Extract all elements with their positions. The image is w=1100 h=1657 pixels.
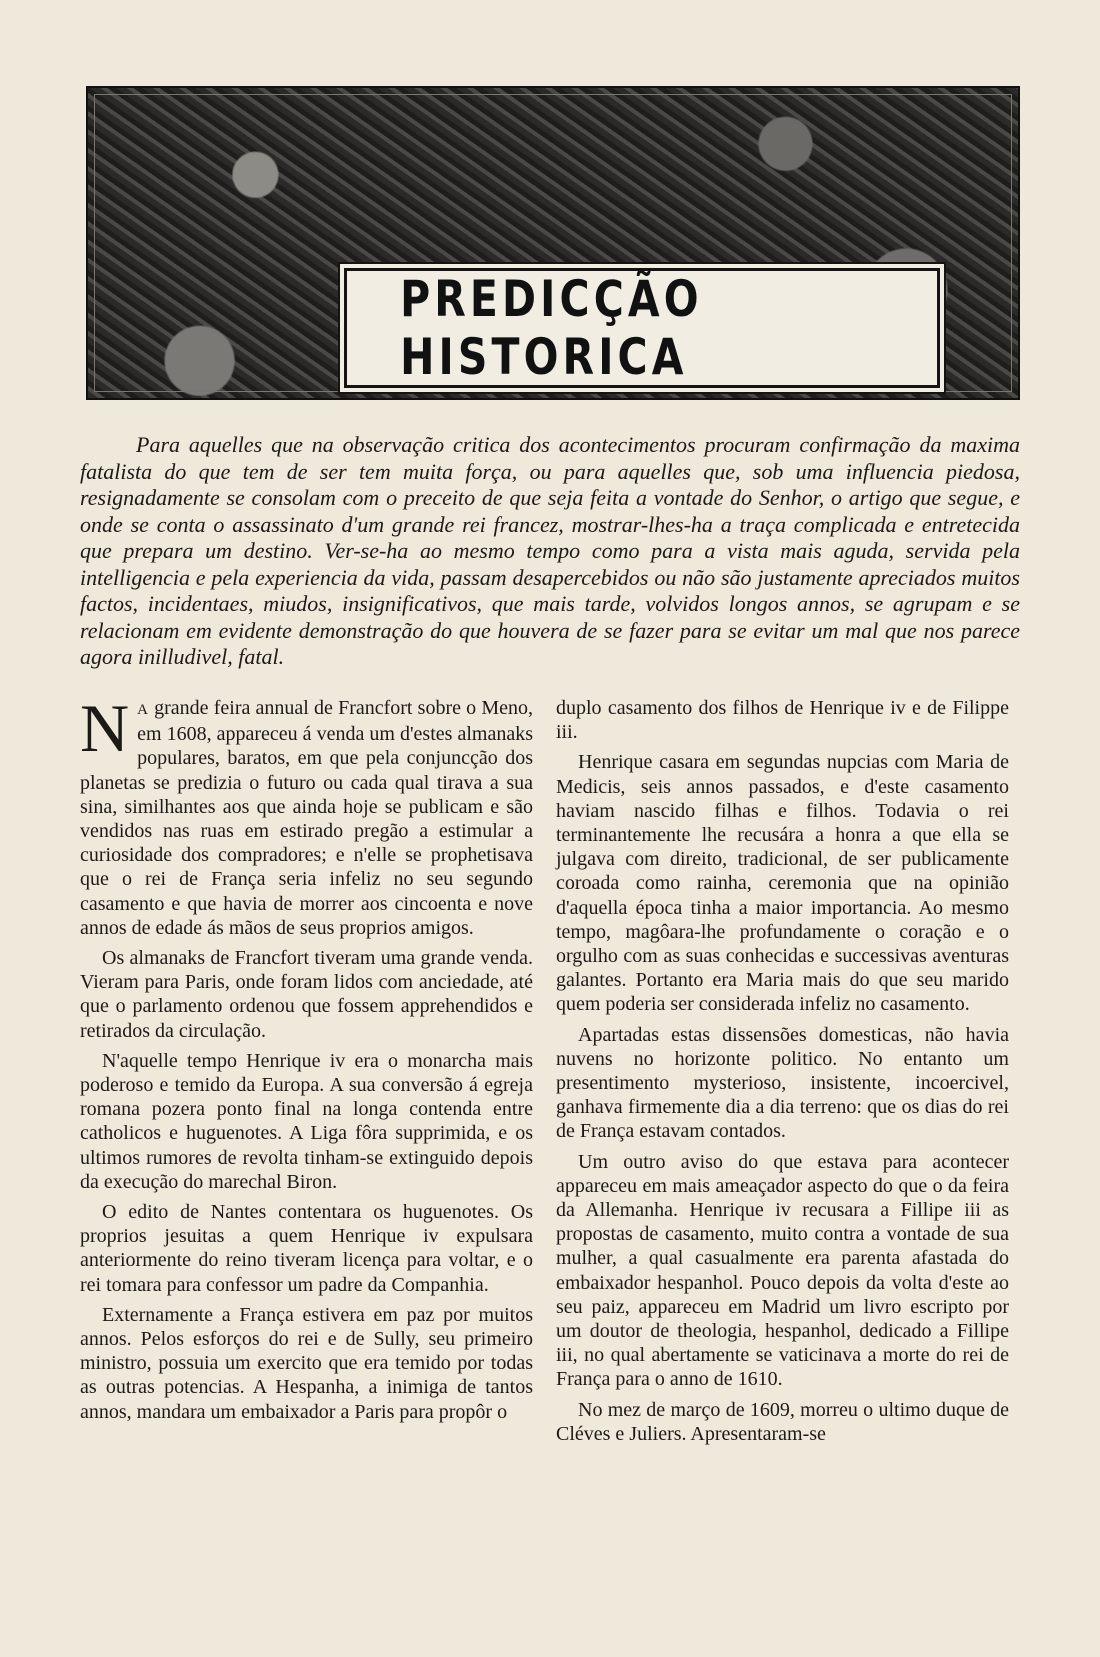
body-paragraph: N'aquelle tempo Henrique iv era o monarcha mais poderoso e temido da Europa. A sua conversão á egreja romana pozera ponto final na longa contenda entre catholicos e huguenotes. A Liga fôra supprimida, e os ultimos rumores de revolta tinham-se extinguido depois da execução do marechal Biron. bbox=[80, 1049, 533, 1193]
first-paragraph-text: grande feira annual de Francfort sobre o Meno, em 1608, appareceu á venda um d'estes almanaks populares, baratos, em que pela conjuncção dos planetas se predizia o futuro ou cada qual tirava a sua sina, similhantes aos que ainda hoje se publicam e são vendidos nas ruas em estirado pregão a estimular a curiosidade dos compradores; e n'elle se prophetisava que o rei de França seria infeliz no seu segundo casamento e que havia de morrer aos cincoenta e nove annos de edade ás mãos de seus proprios amigos. bbox=[80, 697, 533, 939]
decorative-banner bbox=[86, 86, 1020, 400]
body-paragraph: No mez de março de 1609, morreu o ultimo duque de Cléves e Juliers. Apresentaram-se bbox=[556, 1398, 1009, 1445]
intro-paragraph: Para aquelles que na observação critica dos acontecimentos procuram confirmação da maxima fatalista do que tem de ser tem muita força, ou para aquelles que, sob uma influencia piedosa, resignadamente se consolam com o preceito de que seja feita a vontade do Senhor, o artigo que segue, e onde se conta o assassinato d'um grande rei francez, mostrar-lhes-ha a traça complicada e entretecida que prepara um destino. Ver-se-ha ao mesmo tempo como para a vista mais aguda, servida pela intelligencia e pela experiencia da vida, passam desapercebidos ou não são justamente apreciados muitos factos, incidentaes, miudos, insignificativos, que mais tarde, volvidos longos annos, se agrupam e se relacionam em evidente demonstração do que houvera de se fazer para se evitar um mal que nos parece agora inilludivel, fatal. bbox=[80, 432, 1020, 669]
first-paragraph bbox=[80, 690, 533, 940]
article-title: PREDICÇÃO HISTORICA bbox=[400, 270, 703, 386]
body-paragraph: Henrique casara em segundas nupcias com Maria de Medicis, seis annos passados, e d'este casamento haviam nascido filhas e filhos. Todavia o rei terminantemente lhe recusára a honra a que ella se julgava com direito, tradicional, de ser publicamente coroada como rainha, ceremonia que na opinião d'aquella época tinha a maior importancia. Ao mesmo tempo, magôara-lhe profundamente o coração e o orgulho com as suas conhecidas e successivas aventuras galantes. Portanto era Maria mais do que seu marido quem poderia ser considerada infeliz no casamento. bbox=[556, 751, 1009, 1016]
first-word-rest: A bbox=[137, 702, 149, 718]
continued-paragraph: duplo casamento dos filhos de Henrique iv e de Filippe iii. bbox=[556, 697, 1009, 744]
title-frame bbox=[344, 268, 940, 388]
body-paragraph: Um outro aviso do que estava para acontecer appareceu em mais ameaçador aspecto do que o da feira da Allemanha. Henrique iv recusara a Fillipe iii as propostas de casamento, muito contra a vontade de sua mulher, a qual casualmente era parenta afastada do embaixador hespanhol. Pouco depois da volta d'este ao seu paiz, appareceu em Madrid um livro escripto por um doutor de theologia, hespanhol, dedicado a Fillipe iii, no qual abertamente se vaticinava a morte do rei de França para o anno de 1610. bbox=[556, 1150, 1009, 1391]
body-paragraph: Externamente a França estivera em paz por muitos annos. Pelos esforços do rei e de Sully, seu primeiro ministro, possuia um exercito que era temido por todas as outras potencias. A Hespanha, a inimiga de tantos annos, mandara um embaixador a Paris para propôr o bbox=[80, 1303, 533, 1423]
body-paragraph: O edito de Nantes contentara os huguenotes. Os proprios jesuitas a quem Henrique iv expulsara anteriormente do reino tiveram licença para voltar, e o rei tomara para confessor um padre da Companhia. bbox=[80, 1201, 533, 1296]
body-paragraph: Os almanaks de Francfort tiveram uma grande venda. Vieram para Paris, onde foram lidos com anciedade, até que o parlamento ordenou que fossem apprehendidos e retirados da circulação. bbox=[80, 947, 533, 1042]
left-column bbox=[80, 690, 533, 1430]
body-paragraph: Apartadas estas dissensões domesticas, não havia nuvens no horizonte politico. No entanto um presentimento mysterioso, insistente, incoercivel, ganhava firmemente dia a dia terreno: que os dias do rei de França estavam contados. bbox=[556, 1023, 1009, 1143]
right-column bbox=[556, 696, 1009, 1452]
drop-cap: N bbox=[80, 690, 130, 766]
